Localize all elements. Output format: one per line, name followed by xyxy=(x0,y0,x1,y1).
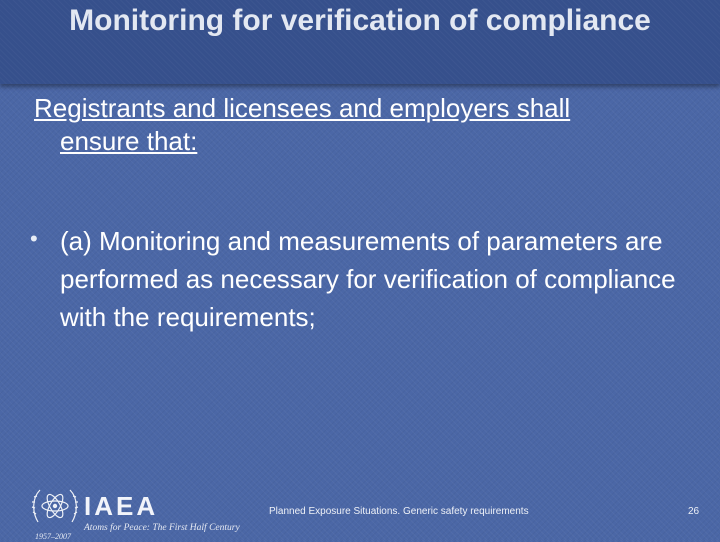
logo-name: IAEA xyxy=(84,491,159,521)
bullet-icon: • xyxy=(30,226,38,251)
intro-line-1: Registrants and licensees and employers shall xyxy=(34,93,571,123)
bullet-item xyxy=(30,222,690,336)
atom-emblem-icon xyxy=(30,484,80,530)
logo-tagline: Atoms for Peace: The First Half Century xyxy=(84,523,240,533)
logo-years: 1957–2007 xyxy=(35,532,71,541)
slide-title: Monitoring for verification of compliance xyxy=(69,4,651,37)
intro-line-2: ensure that: xyxy=(60,126,198,156)
bullet-text: (a) Monitoring and measurements of parameters are performed as necessary for verification of compliance with the requirements; xyxy=(60,226,676,332)
footer xyxy=(0,478,720,540)
page-number: 26 xyxy=(688,506,700,517)
footer-text: Planned Exposure Situations. Generic safety requirements xyxy=(269,506,529,517)
iaea-logo xyxy=(30,484,240,541)
title-band xyxy=(0,0,720,84)
intro-text xyxy=(34,92,704,158)
